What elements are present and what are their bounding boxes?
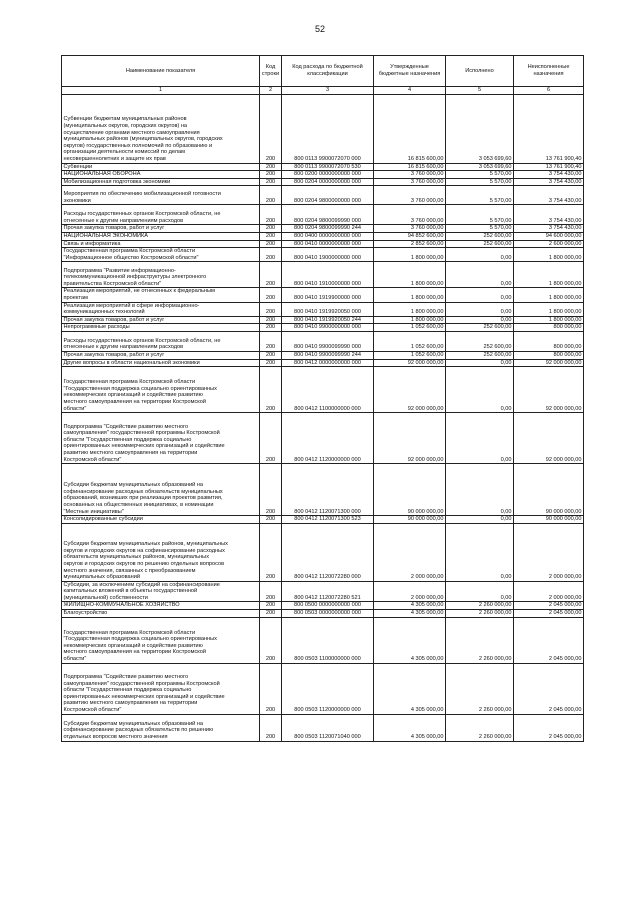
row-unexecuted: 2 600 000,00 <box>514 240 584 248</box>
table-row <box>62 351 584 359</box>
row-classification-code: 800 0410 0000000000 000 <box>282 240 374 248</box>
row-classification-code: 800 0412 1100000000 000 <box>282 367 374 413</box>
row-classification-code: 800 0204 9800099990 244 <box>282 225 374 233</box>
row-executed: 0,00 <box>446 523 514 581</box>
header-line-code: Код строки <box>260 56 282 87</box>
row-classification-code: 800 0410 1919900000 000 <box>282 288 374 302</box>
row-approved: 1 800 000,00 <box>374 262 446 288</box>
table-row <box>62 367 584 413</box>
row-executed: 5 570,00 <box>446 171 514 179</box>
row-unexecuted: 94 600 000,00 <box>514 232 584 240</box>
row-unexecuted: 800 000,00 <box>514 351 584 359</box>
column-number-row <box>62 87 584 95</box>
row-classification-code: 800 0503 1120000000 000 <box>282 663 374 714</box>
table-row <box>62 225 584 233</box>
row-name: Подпрограмма "Развитие информационно- телекоммуникационной инфраструктуры электронного правительства Костромской области" <box>62 262 260 288</box>
row-line-code: 200 <box>260 225 282 233</box>
table-row <box>62 516 584 524</box>
row-executed: 252 600,00 <box>446 351 514 359</box>
row-name: Непрограммные расходы <box>62 324 260 332</box>
row-unexecuted: 92 000 000,00 <box>514 359 584 367</box>
row-unexecuted: 1 800 000,00 <box>514 302 584 316</box>
row-name: Субвенции <box>62 163 260 171</box>
row-approved: 1 800 000,00 <box>374 288 446 302</box>
row-unexecuted: 90 000 000,00 <box>514 516 584 524</box>
table-row <box>62 232 584 240</box>
table-row <box>62 171 584 179</box>
row-classification-code: 800 0503 0000000000 000 <box>282 610 374 618</box>
row-line-code: 200 <box>260 663 282 714</box>
table-row <box>62 610 584 618</box>
row-unexecuted: 2 000 000,00 <box>514 581 584 602</box>
table-row <box>62 324 584 332</box>
row-unexecuted: 90 000 000,00 <box>514 464 584 516</box>
row-unexecuted: 2 045 000,00 <box>514 602 584 610</box>
row-classification-code: 800 0412 1120071300 000 <box>282 464 374 516</box>
row-unexecuted: 3 754 430,00 <box>514 205 584 225</box>
row-name: Реализация мероприятий в сфере информационно- коммуникационных технологий <box>62 302 260 316</box>
row-classification-code: 800 0412 1120072280 000 <box>282 523 374 581</box>
table-row <box>62 94 584 163</box>
row-line-code: 200 <box>260 94 282 163</box>
row-name: Консолидированные субсидии <box>62 516 260 524</box>
row-line-code: 200 <box>260 288 282 302</box>
row-executed: 0,00 <box>446 359 514 367</box>
table-row <box>62 714 584 741</box>
row-unexecuted: 2 045 000,00 <box>514 617 584 663</box>
row-unexecuted: 2 045 000,00 <box>514 610 584 618</box>
row-unexecuted: 13 761 900,40 <box>514 163 584 171</box>
row-name: Субсидии бюджетам муниципальных районов, муниципальных округов и городских округов на софинансирование расходных обязательств муниципальных районов, муниципальных округов и городских округов по решению отдельных вопросов местного значения, связанных с преобразованием муниципальных образований <box>62 523 260 581</box>
row-line-code: 200 <box>260 178 282 186</box>
row-unexecuted: 3 754 430,00 <box>514 178 584 186</box>
row-approved: 4 305 000,00 <box>374 602 446 610</box>
row-approved: 1 052 600,00 <box>374 351 446 359</box>
row-executed: 2 260 000,00 <box>446 602 514 610</box>
row-approved: 92 000 000,00 <box>374 413 446 464</box>
row-executed: 0,00 <box>446 316 514 324</box>
row-executed: 2 260 000,00 <box>446 610 514 618</box>
row-approved: 3 760 000,00 <box>374 205 446 225</box>
row-executed: 3 053 699,60 <box>446 94 514 163</box>
row-name: Прочая закупка товаров, работ и услуг <box>62 351 260 359</box>
row-classification-code: 800 0412 1120000000 000 <box>282 413 374 464</box>
row-unexecuted: 13 761 900,40 <box>514 94 584 163</box>
row-unexecuted: 2 045 000,00 <box>514 714 584 741</box>
row-unexecuted: 1 800 000,00 <box>514 288 584 302</box>
budget-table <box>61 55 584 742</box>
row-unexecuted: 3 754 430,00 <box>514 225 584 233</box>
row-name: Мероприятия по обеспечению мобилизационной готовности экономики <box>62 186 260 205</box>
row-line-code: 200 <box>260 324 282 332</box>
row-line-code: 200 <box>260 464 282 516</box>
header-classification-code: Код расхода по бюджетной классификации <box>282 56 374 87</box>
row-executed: 0,00 <box>446 413 514 464</box>
row-executed: 0,00 <box>446 288 514 302</box>
row-approved: 16 815 600,00 <box>374 163 446 171</box>
row-name: Мобилизационная подготовка экономики <box>62 178 260 186</box>
column-number: 4 <box>374 87 446 95</box>
row-line-code: 200 <box>260 581 282 602</box>
row-name: Государственная программа Костромской области "Государственная поддержка социально ориентированных некоммерческих организаций и содействие развитию местного самоуправления на территории Костромской области" <box>62 367 260 413</box>
table-row <box>62 288 584 302</box>
row-approved: 3 760 000,00 <box>374 186 446 205</box>
row-name: Реализация мероприятий, не отнесенных к федеральным проектам <box>62 288 260 302</box>
row-name: Субсидии бюджетам муниципальных образований на софинансирование расходных обязательств по решению отдельных вопросов местного значения <box>62 714 260 741</box>
row-classification-code: 800 0410 1910000000 000 <box>282 262 374 288</box>
row-name: Государственная программа Костромской области "Информационное общество Костромской области" <box>62 248 260 262</box>
row-classification-code: 800 0503 1120071040 000 <box>282 714 374 741</box>
row-approved: 94 852 600,00 <box>374 232 446 240</box>
row-line-code: 200 <box>260 617 282 663</box>
table-row <box>62 464 584 516</box>
row-executed: 5 570,00 <box>446 186 514 205</box>
row-approved: 90 000 000,00 <box>374 464 446 516</box>
row-line-code: 200 <box>260 367 282 413</box>
table-row <box>62 331 584 351</box>
row-line-code: 200 <box>260 171 282 179</box>
row-line-code: 200 <box>260 523 282 581</box>
row-classification-code: 800 0204 9800000000 000 <box>282 186 374 205</box>
row-unexecuted: 1 800 000,00 <box>514 262 584 288</box>
table-row <box>62 248 584 262</box>
row-approved: 3 760 000,00 <box>374 178 446 186</box>
row-classification-code: 800 0204 9800099990 000 <box>282 205 374 225</box>
column-number: 1 <box>62 87 260 95</box>
table-row <box>62 316 584 324</box>
row-classification-code: 800 0410 1919920050 244 <box>282 316 374 324</box>
table-row <box>62 302 584 316</box>
row-line-code: 200 <box>260 359 282 367</box>
row-approved: 3 760 000,00 <box>374 171 446 179</box>
row-executed: 0,00 <box>446 516 514 524</box>
row-line-code: 200 <box>260 232 282 240</box>
row-executed: 5 570,00 <box>446 225 514 233</box>
row-classification-code: 800 0200 0000000000 000 <box>282 171 374 179</box>
row-executed: 252 600,00 <box>446 232 514 240</box>
row-unexecuted: 92 000 000,00 <box>514 367 584 413</box>
table-row <box>62 186 584 205</box>
row-name: Субсидии, за исключением субсидий на софинансирование капитальных вложений в объекты государственной (муниципальной) собственности <box>62 581 260 602</box>
row-name: НАЦИОНАЛЬНАЯ ЭКОНОМИКА <box>62 232 260 240</box>
row-name: ЖИЛИЩНО-КОММУНАЛЬНОЕ ХОЗЯЙСТВО <box>62 602 260 610</box>
column-number: 3 <box>282 87 374 95</box>
page-number: 52 <box>314 24 325 34</box>
row-executed: 0,00 <box>446 248 514 262</box>
row-executed: 252 600,00 <box>446 240 514 248</box>
row-line-code: 200 <box>260 163 282 171</box>
row-line-code: 200 <box>260 602 282 610</box>
row-classification-code: 800 0410 9900000000 000 <box>282 324 374 332</box>
row-approved: 2 852 600,00 <box>374 240 446 248</box>
row-line-code: 200 <box>260 351 282 359</box>
header-executed: Исполнено <box>446 56 514 87</box>
row-classification-code: 800 0410 9900099990 244 <box>282 351 374 359</box>
row-executed: 5 570,00 <box>446 178 514 186</box>
row-name: Подпрограмма "Содействие развитию местного самоуправления" государственной программы Костромской области "Государственная поддержка социально ориентированных некоммерческих организаций и содействие развитию местного самоуправления на территории Костромской области" <box>62 413 260 464</box>
row-line-code: 200 <box>260 610 282 618</box>
row-executed: 0,00 <box>446 262 514 288</box>
row-approved: 4 305 000,00 <box>374 617 446 663</box>
row-line-code: 200 <box>260 240 282 248</box>
row-unexecuted: 2 045 000,00 <box>514 663 584 714</box>
row-name: Благоустройство <box>62 610 260 618</box>
row-unexecuted: 1 800 000,00 <box>514 316 584 324</box>
row-classification-code: 800 0410 9900099990 000 <box>282 331 374 351</box>
row-classification-code: 800 0113 9900072070 530 <box>282 163 374 171</box>
row-executed: 0,00 <box>446 367 514 413</box>
row-unexecuted: 1 800 000,00 <box>514 248 584 262</box>
row-classification-code: 800 0500 0000000000 000 <box>282 602 374 610</box>
row-classification-code: 800 0410 1919920050 000 <box>282 302 374 316</box>
row-name: Другие вопросы в области национальной экономики <box>62 359 260 367</box>
row-name: Прочая закупка товаров, работ и услуг <box>62 316 260 324</box>
row-name: Расходы государственных органов Костромской области, не отнесенные к другим направлениям расходов <box>62 205 260 225</box>
row-line-code: 200 <box>260 413 282 464</box>
table-row <box>62 178 584 186</box>
row-line-code: 200 <box>260 516 282 524</box>
header-approved: Утвержденные бюджетные назначения <box>374 56 446 87</box>
row-approved: 1 800 000,00 <box>374 248 446 262</box>
table-header-row <box>62 56 584 87</box>
row-unexecuted: 3 754 430,00 <box>514 171 584 179</box>
row-classification-code: 800 0503 1100000000 000 <box>282 617 374 663</box>
column-number: 2 <box>260 87 282 95</box>
row-approved: 92 000 000,00 <box>374 359 446 367</box>
table-row <box>62 262 584 288</box>
row-approved: 2 000 000,00 <box>374 523 446 581</box>
header-unexecuted: Неисполненные назначения <box>514 56 584 87</box>
row-classification-code: 800 0412 1120071300 523 <box>282 516 374 524</box>
row-executed: 3 053 699,60 <box>446 163 514 171</box>
row-executed: 252 600,00 <box>446 331 514 351</box>
row-approved: 1 800 000,00 <box>374 302 446 316</box>
row-approved: 16 815 600,00 <box>374 94 446 163</box>
row-line-code: 200 <box>260 316 282 324</box>
row-approved: 92 000 000,00 <box>374 367 446 413</box>
table-body <box>62 94 584 741</box>
table-row <box>62 359 584 367</box>
row-name: Субвенции бюджетам муниципальных районов (муниципальных округов, городских округов) на осуществление органами местного самоуправления муниципальных районов (муниципальных округов, городских округов) государственных полномочий по образованию и организации деятельности комиссий по делам несовершеннолетних и защите их прав <box>62 94 260 163</box>
row-executed: 5 570,00 <box>446 205 514 225</box>
header-indicator-name: Наименование показателя <box>62 56 260 87</box>
table-row <box>62 617 584 663</box>
row-approved: 4 305 000,00 <box>374 714 446 741</box>
column-number: 6 <box>514 87 584 95</box>
row-approved: 1 052 600,00 <box>374 331 446 351</box>
table-row <box>62 663 584 714</box>
row-approved: 2 000 000,00 <box>374 581 446 602</box>
row-line-code: 200 <box>260 262 282 288</box>
row-name: НАЦИОНАЛЬНАЯ ОБОРОНА <box>62 171 260 179</box>
table-row <box>62 581 584 602</box>
row-approved: 90 000 000,00 <box>374 516 446 524</box>
row-line-code: 200 <box>260 331 282 351</box>
row-classification-code: 800 0113 9900072070 000 <box>282 94 374 163</box>
row-executed: 2 260 000,00 <box>446 714 514 741</box>
table-row <box>62 205 584 225</box>
row-classification-code: 800 0412 0000000000 000 <box>282 359 374 367</box>
table-row <box>62 413 584 464</box>
table-row <box>62 602 584 610</box>
row-unexecuted: 800 000,00 <box>514 324 584 332</box>
row-unexecuted: 92 000 000,00 <box>514 413 584 464</box>
row-name: Государственная программа Костромской области "Государственная поддержка социально ориентированных некоммерческих организаций и содействие развитию местного самоуправления на территории Костромской области" <box>62 617 260 663</box>
row-executed: 0,00 <box>446 302 514 316</box>
row-name: Связь и информатика <box>62 240 260 248</box>
row-name: Расходы государственных органов Костромской области, не отнесенные к другим направлениям расходов <box>62 331 260 351</box>
row-approved: 4 305 000,00 <box>374 610 446 618</box>
row-classification-code: 800 0410 1900000000 000 <box>282 248 374 262</box>
row-executed: 2 260 000,00 <box>446 617 514 663</box>
row-name: Подпрограмма "Содействие развитию местного самоуправления" государственной программы Костромской области "Государственная поддержка социально ориентированных некоммерческих организаций и содействие развитию местного самоуправления на территории Костромской области" <box>62 663 260 714</box>
row-classification-code: 800 0412 1120072280 521 <box>282 581 374 602</box>
row-line-code: 200 <box>260 302 282 316</box>
table-row <box>62 523 584 581</box>
row-executed: 0,00 <box>446 464 514 516</box>
row-classification-code: 800 0204 0000000000 000 <box>282 178 374 186</box>
row-approved: 1 052 600,00 <box>374 324 446 332</box>
row-executed: 252 600,00 <box>446 324 514 332</box>
table-row <box>62 163 584 171</box>
row-classification-code: 800 0400 0000000000 000 <box>282 232 374 240</box>
column-number: 5 <box>446 87 514 95</box>
row-approved: 3 760 000,00 <box>374 225 446 233</box>
row-name: Субсидии бюджетам муниципальных образований на софинансирование расходных обязательств муниципальных образований, возникших при реализации проектов развития, основанных на общественных инициативах, в номинации "Местные инициативы" <box>62 464 260 516</box>
row-line-code: 200 <box>260 205 282 225</box>
row-name: Прочая закупка товаров, работ и услуг <box>62 225 260 233</box>
row-line-code: 200 <box>260 248 282 262</box>
row-executed: 0,00 <box>446 581 514 602</box>
row-executed: 2 260 000,00 <box>446 663 514 714</box>
row-line-code: 200 <box>260 186 282 205</box>
row-unexecuted: 2 000 000,00 <box>514 523 584 581</box>
row-line-code: 200 <box>260 714 282 741</box>
row-unexecuted: 800 000,00 <box>514 331 584 351</box>
table-row <box>62 240 584 248</box>
row-approved: 4 305 000,00 <box>374 663 446 714</box>
row-approved: 1 800 000,00 <box>374 316 446 324</box>
row-unexecuted: 3 754 430,00 <box>514 186 584 205</box>
